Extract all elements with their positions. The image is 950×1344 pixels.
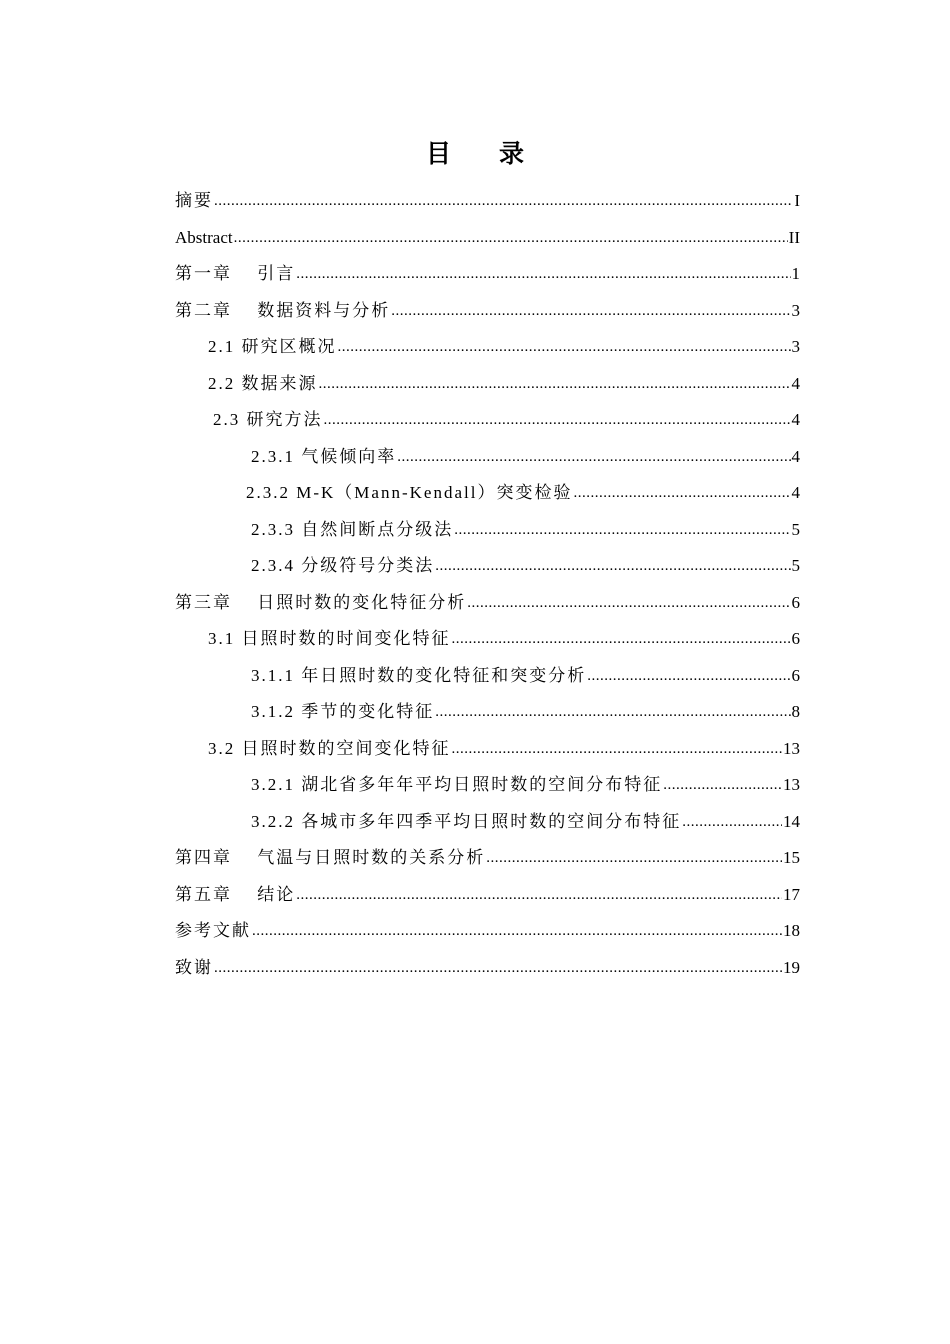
toc-leader-dots bbox=[296, 259, 790, 288]
toc-entry-label: 3.2.1 湖北省多年年平均日照时数的空间分布特征 bbox=[251, 775, 663, 794]
toc-entry-label: 3.1.2 季节的变化特征 bbox=[251, 702, 435, 721]
toc-entry[interactable] bbox=[175, 589, 800, 617]
toc-entry-label: 第五章 结论 bbox=[175, 884, 296, 904]
toc-entry-page: 6 bbox=[791, 592, 800, 612]
toc-leader-dots bbox=[214, 186, 793, 215]
toc-entry-page: 17 bbox=[783, 884, 800, 904]
toc-entry-label: 第一章 引言 bbox=[175, 264, 296, 283]
toc-entry-page: I bbox=[794, 191, 800, 210]
toc-entry[interactable] bbox=[251, 698, 800, 726]
toc-entry-label: 致谢 bbox=[175, 957, 213, 977]
toc-entry-page: 4 bbox=[791, 446, 800, 466]
toc-leader-dots bbox=[324, 405, 791, 434]
toc-entry-label: 2.3.1 气候倾向率 bbox=[251, 446, 397, 466]
toc-entry-page: 8 bbox=[791, 702, 800, 721]
toc-entry-page: 18 bbox=[783, 921, 800, 940]
toc-entry[interactable] bbox=[175, 881, 800, 909]
toc-entry[interactable] bbox=[213, 406, 800, 434]
toc-entry[interactable] bbox=[251, 552, 800, 580]
toc-leader-dots bbox=[319, 369, 791, 398]
toc-entry-page: 3 bbox=[791, 337, 800, 356]
toc-entry-label: 2.3.3 自然间断点分级法 bbox=[251, 519, 454, 539]
toc-entry[interactable] bbox=[208, 333, 800, 361]
toc-entry-label: 3.2.2 各城市多年四季平均日照时数的空间分布特征 bbox=[251, 811, 682, 831]
toc-leader-dots bbox=[452, 624, 791, 653]
toc-entry[interactable] bbox=[175, 297, 800, 325]
toc-leader-dots bbox=[397, 442, 790, 471]
toc-leader-dots bbox=[587, 661, 790, 690]
toc-entry-page: 15 bbox=[783, 848, 800, 867]
toc-leader-dots bbox=[467, 588, 790, 617]
toc-entry[interactable] bbox=[251, 516, 800, 544]
toc-entry-label: 参考文献 bbox=[175, 921, 251, 940]
toc-entry-page: 6 bbox=[791, 629, 800, 648]
toc-entry[interactable] bbox=[251, 662, 800, 690]
toc-entry-label: 2.1 研究区概况 bbox=[208, 337, 337, 356]
toc-entry-label: 第三章 日照时数的变化特征分析 bbox=[175, 592, 467, 612]
toc-entry-page: 19 bbox=[783, 957, 800, 977]
toc-entry-label: 2.2 数据来源 bbox=[208, 373, 318, 393]
toc-leader-dots bbox=[663, 770, 782, 799]
toc-entry-page: 4 bbox=[791, 373, 800, 393]
toc-entry[interactable] bbox=[175, 224, 800, 252]
toc-entry[interactable] bbox=[251, 808, 800, 836]
toc-entry[interactable] bbox=[175, 844, 800, 872]
toc-entry-label: 2.3.4 分级符号分类法 bbox=[251, 556, 435, 575]
toc-entry[interactable] bbox=[251, 443, 800, 471]
toc-entry[interactable] bbox=[208, 370, 800, 398]
toc-title bbox=[0, 134, 950, 170]
toc-entry-page: 5 bbox=[791, 556, 800, 575]
toc-leader-dots bbox=[338, 332, 791, 361]
toc-entry-label: Abstract bbox=[175, 227, 233, 247]
toc-entry-page: 4 bbox=[791, 483, 800, 502]
toc-entry[interactable] bbox=[175, 260, 800, 288]
toc-entry-page: 13 bbox=[783, 738, 800, 758]
toc-entry[interactable] bbox=[208, 735, 800, 763]
toc-entry[interactable] bbox=[175, 187, 800, 215]
toc-leader-dots bbox=[486, 843, 782, 872]
toc-entry[interactable] bbox=[175, 917, 800, 945]
toc-entry[interactable] bbox=[246, 479, 800, 507]
toc-entry-page: 4 bbox=[791, 410, 800, 429]
toc-entry[interactable] bbox=[208, 625, 800, 653]
toc-title-char-1: 目 bbox=[425, 139, 451, 168]
toc-entry-label: 3.1.1 年日照时数的变化特征和突变分析 bbox=[251, 665, 587, 685]
toc-entry-page: 6 bbox=[791, 665, 800, 685]
toc-leader-dots bbox=[391, 296, 790, 325]
toc-entry-page: II bbox=[788, 227, 800, 247]
toc-leader-dots bbox=[573, 478, 790, 507]
toc-entry-page: 13 bbox=[783, 775, 800, 794]
toc-entry-label: 2.3 研究方法 bbox=[213, 410, 323, 429]
toc-leader-dots bbox=[252, 916, 782, 945]
toc-entry-page: 14 bbox=[783, 811, 800, 831]
toc-leader-dots bbox=[435, 697, 790, 726]
toc-entry-page: 1 bbox=[791, 264, 800, 283]
toc-entry-label: 第四章 气温与日照时数的关系分析 bbox=[175, 848, 486, 867]
toc-entry-label: 3.1 日照时数的时间变化特征 bbox=[208, 629, 451, 648]
toc-entry[interactable] bbox=[251, 771, 800, 799]
toc-entry-label: 摘要 bbox=[175, 191, 213, 210]
toc-leader-dots bbox=[454, 515, 790, 544]
toc-entry-page: 3 bbox=[791, 300, 800, 320]
toc-leader-dots bbox=[452, 734, 783, 763]
toc-entry-label: 2.3.2 M-K（Mann-Kendall）突变检验 bbox=[246, 483, 573, 502]
toc-entry-page: 5 bbox=[791, 519, 800, 539]
toc-leader-dots bbox=[435, 551, 790, 580]
toc-entry[interactable] bbox=[175, 954, 800, 982]
toc-entry-label: 第二章 数据资料与分析 bbox=[175, 300, 391, 320]
toc-leader-dots bbox=[682, 807, 782, 836]
toc-title-char-2: 录 bbox=[499, 139, 525, 168]
toc-leader-dots bbox=[214, 953, 782, 982]
toc-entry-label: 3.2 日照时数的空间变化特征 bbox=[208, 738, 451, 758]
toc-leader-dots bbox=[234, 223, 788, 252]
toc-leader-dots bbox=[296, 880, 782, 909]
